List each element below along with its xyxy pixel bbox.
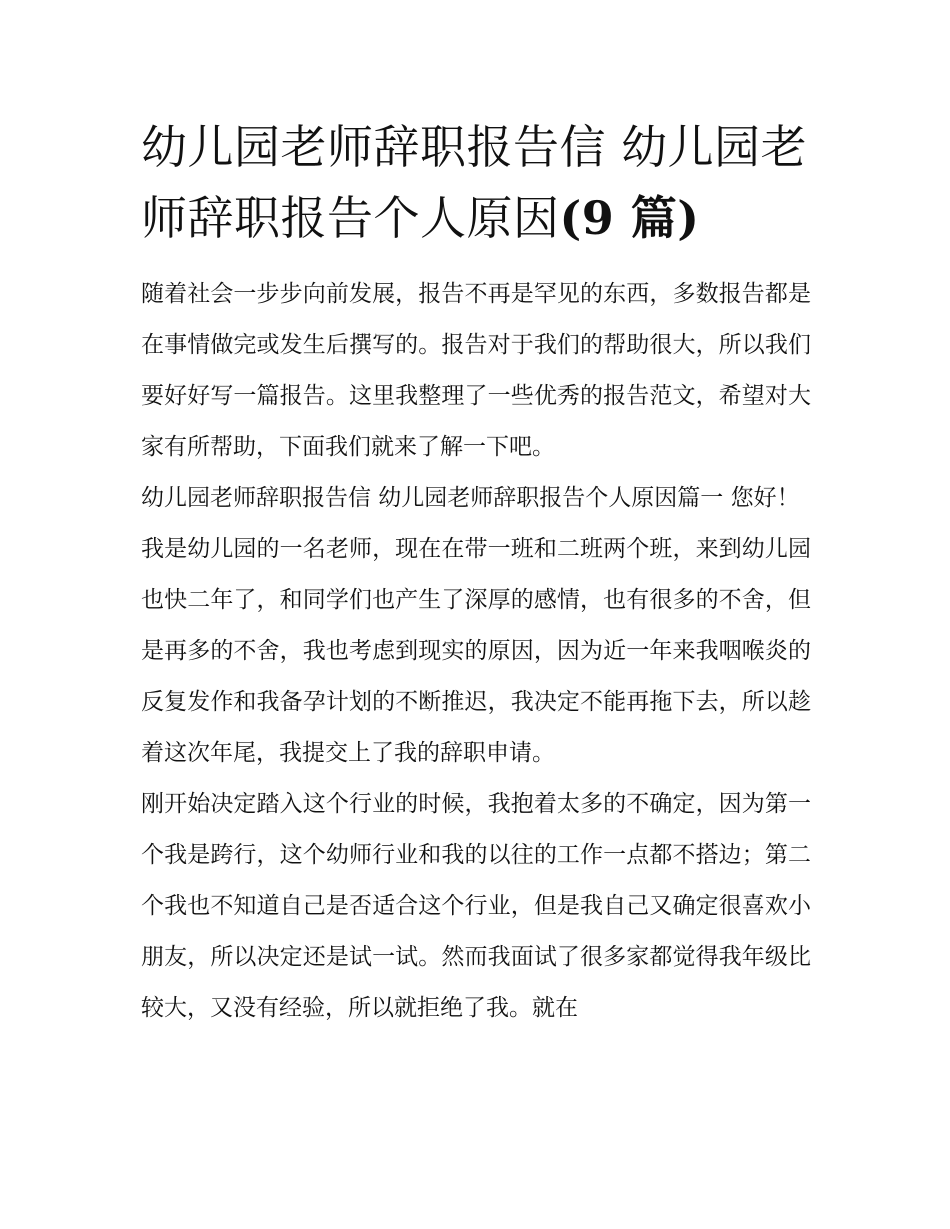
body-paragraph: 我是幼儿园的一名老师，现在在带一班和二班两个班，来到幼儿园也快二年了，和同学们也产生了深厚的感情，也有很多的不舍，但是再多的不舍，我也考虑到现实的原因，因为近一年来我咽喉炎的反复发作和我备孕计划的不断推迟，我决定不能再拖下去，所以趁着这次年尾，我提交上了我的辞职申请。 [141, 536, 811, 766]
section-heading-paragraph: 幼儿园老师辞职报告信 幼儿园老师辞职报告个人原因篇一 您好！ [141, 485, 800, 511]
document-title-count: (9 篇) [559, 191, 700, 245]
body-paragraph: 刚开始决定踏入这个行业的时候，我抱着太多的不确定，因为第一个我是跨行，这个幼师行业和我的以往的工作一点都不搭边；第二个我也不知道自己是否适合这个行业，但是我自己又确定很喜欢小朋友，所以决定还是试一试。然而我面试了很多家都觉得我年级比较大，又没有经验，所以就拒绝了我。就在 [141, 791, 811, 1021]
document-title-text: 幼儿园老师辞职报告信 幼儿园老师辞职报告个人原因 [141, 120, 808, 245]
intro-paragraph: 随着社会一步步向前发展，报告不再是罕见的东西，多数报告都是在事情做完或发生后撰写的。报告对于我们的帮助很大，所以我们要好好写一篇报告。这里我整理了一些优秀的报告范文，希望对大家有所帮助，下面我们就来了解一下吧。 [141, 281, 811, 460]
document-page [141, 112, 811, 1034]
document-title [141, 112, 811, 254]
